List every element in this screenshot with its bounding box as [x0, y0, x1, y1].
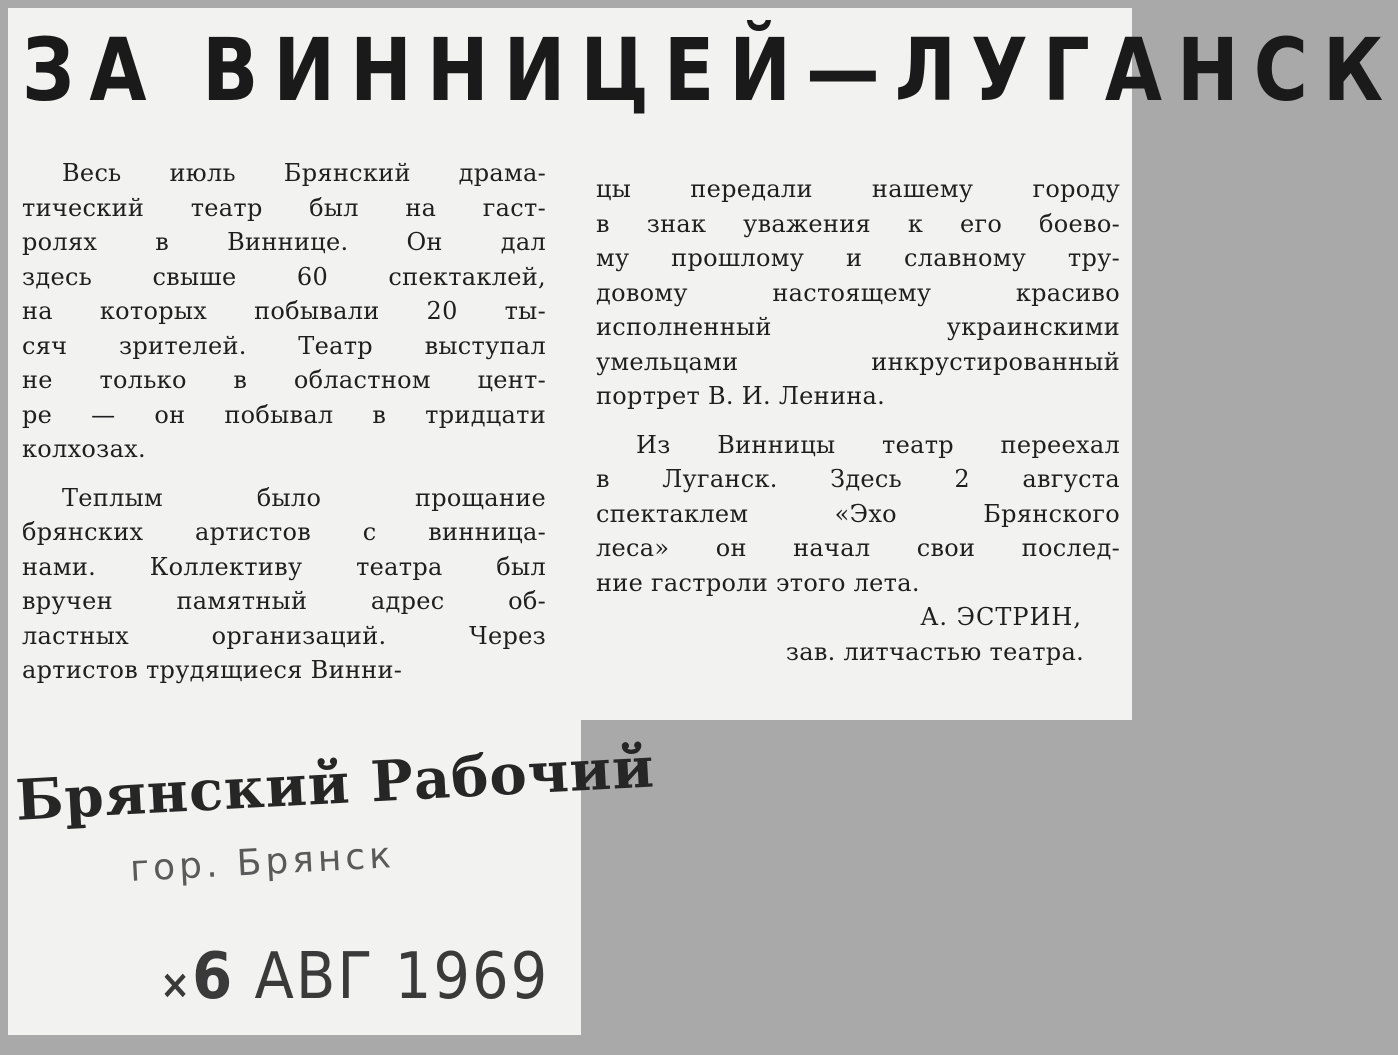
text-line: спектаклем «Эхо Брянского: [596, 499, 1120, 528]
text-line: исполненный украинскими: [596, 313, 1120, 341]
stamp-day: 6: [192, 940, 235, 1014]
paragraph-4: [596, 428, 1120, 601]
article-column-2: [596, 172, 1120, 669]
text-line: в Луганск. Здесь 2 августа: [596, 465, 1120, 493]
text-line: довому настоящему красиво: [596, 278, 1120, 307]
text-line: ние гастроли этого лета.: [596, 568, 920, 597]
author-name: А. ЭСТРИН,: [920, 603, 1082, 631]
text-line: на которых побывали 20 ты-: [22, 297, 546, 325]
text-line: сяч зрителей. Театр выступал: [22, 331, 546, 360]
text-line: брянских артистов с винница-: [22, 518, 546, 546]
stamp-newspaper-name: Брянский Рабочий: [14, 734, 657, 834]
text-line: Весь июль Брянский драма-: [62, 159, 546, 187]
text-line: Теплым было прощание: [62, 483, 546, 512]
stamp-city: гор. Брянск: [129, 835, 396, 890]
text-line: ластных организаций. Через: [22, 621, 546, 650]
text-line: цы передали нашему городу: [596, 175, 1120, 203]
paragraph-3: [596, 172, 1120, 414]
text-line: му прошлому и славному тру-: [596, 244, 1120, 272]
author-role: зав. литчастью театра.: [785, 637, 1084, 666]
text-line: портрет В. И. Ленина.: [596, 382, 886, 410]
text-line: умельцами инкрустированный: [596, 347, 1120, 376]
text-line: в знак уважения к его боево-: [596, 209, 1120, 238]
text-line: не только в областном цент-: [22, 366, 546, 394]
article-column-1: [22, 156, 546, 688]
headline: ЗА ВИННИЦЕЙ—ЛУГАНСК: [22, 21, 1398, 122]
text-line: здесь свыше 60 спектаклей,: [22, 262, 546, 291]
text-line: леса» он начал свои послед-: [596, 534, 1120, 562]
text-line: ре — он побывал в тридцати: [22, 400, 546, 429]
paragraph-2: [22, 481, 546, 688]
paragraph-1: [22, 156, 546, 467]
text-line: нами. Коллективу театра был: [22, 552, 546, 581]
text-line: вручен памятный адрес об-: [22, 587, 546, 615]
text-line: Из Винницы театр переехал: [636, 430, 1120, 459]
text-line: артистов трудящиеся Винни-: [22, 656, 403, 684]
text-line: колхозах.: [22, 435, 146, 463]
text-line: ролях в Виннице. Он дал: [22, 228, 546, 256]
text-line: тический театр был на гаст-: [22, 193, 546, 222]
stamp-month-year: АВГ 1969: [254, 940, 550, 1014]
stamp-date: [160, 940, 549, 1014]
stamp-mark: ×: [160, 962, 193, 1008]
